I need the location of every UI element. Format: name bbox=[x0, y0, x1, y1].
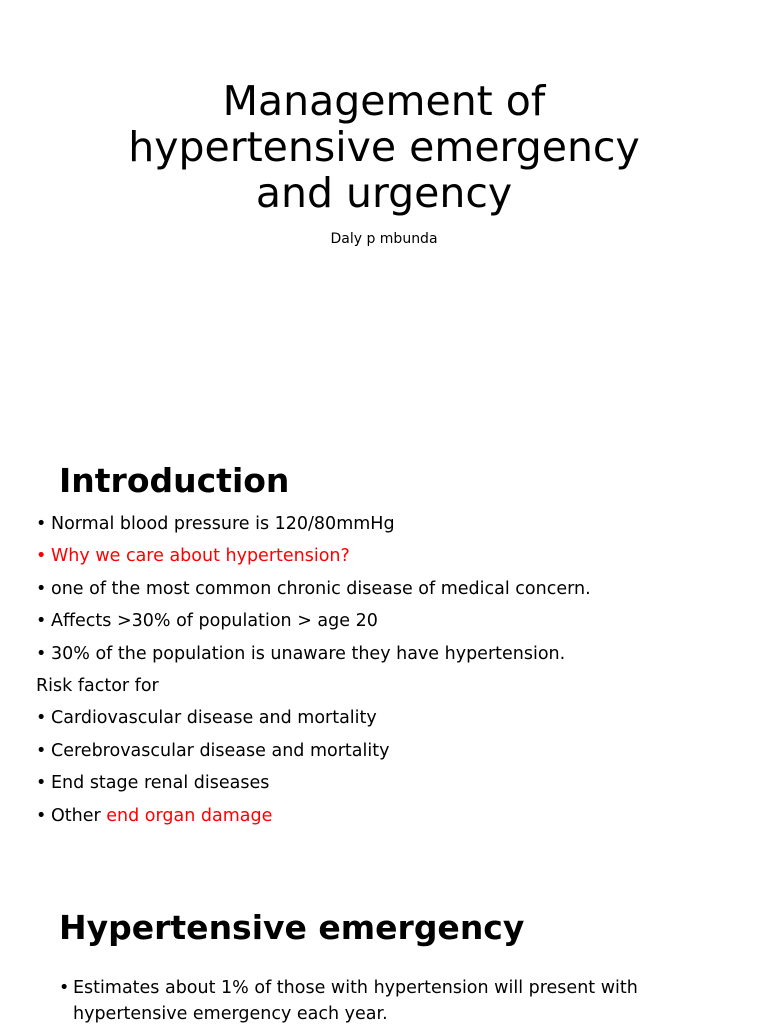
list-item-text: Affects >30% of population > age 20 bbox=[51, 611, 378, 632]
list-item-text: End stage renal diseases bbox=[51, 773, 270, 794]
title-line-1: Management of bbox=[222, 77, 546, 125]
emergency-bullet bbox=[59, 975, 638, 1027]
list-item-text: Normal blood pressure is 120/80mmHg bbox=[51, 514, 395, 534]
bullet-icon: • bbox=[36, 578, 47, 599]
bullet-icon: • bbox=[36, 773, 47, 794]
list-item-text: 30% of the population is unaware they have hypertension. bbox=[51, 643, 566, 664]
risk-factor-label bbox=[36, 674, 591, 706]
emergency-text-line-1: Estimates about 1% of those with hypertension will present with bbox=[73, 978, 638, 998]
list-item-text: Other bbox=[51, 805, 107, 826]
title-line-2: hypertensive emergency bbox=[128, 123, 640, 171]
bullet-icon: • bbox=[36, 805, 47, 826]
list-item bbox=[36, 577, 591, 609]
list-item-text: Cardiovascular disease and mortality bbox=[51, 708, 377, 729]
bullet-icon: • bbox=[36, 514, 47, 534]
list-item bbox=[36, 739, 591, 771]
list-item bbox=[36, 771, 591, 803]
list-item bbox=[36, 804, 591, 836]
bullet-icon: • bbox=[59, 978, 70, 998]
bullet-icon: • bbox=[36, 740, 47, 761]
bullet-icon: • bbox=[36, 643, 47, 664]
list-item bbox=[36, 544, 591, 576]
list-item bbox=[36, 642, 591, 674]
bullet-icon: • bbox=[36, 546, 47, 567]
highlighted-text: end organ damage bbox=[106, 805, 273, 826]
title-slide bbox=[0, 0, 768, 430]
list-item-text: Risk factor for bbox=[36, 675, 159, 696]
list-item bbox=[36, 512, 591, 544]
list-item-text: Cerebrovascular disease and mortality bbox=[51, 740, 390, 761]
presentation-title bbox=[0, 78, 768, 216]
emergency-text-line-2: hypertensive emergency each year. bbox=[73, 1004, 388, 1024]
list-item bbox=[36, 706, 591, 738]
hypertensive-emergency-heading: Hypertensive emergency bbox=[59, 908, 525, 947]
list-item-text: one of the most common chronic disease of medical concern. bbox=[51, 578, 591, 599]
list-item-text: Why we care about hypertension? bbox=[51, 546, 350, 567]
bullet-icon: • bbox=[36, 708, 47, 729]
introduction-heading: Introduction bbox=[59, 461, 290, 500]
list-item bbox=[36, 609, 591, 641]
bullet-icon: • bbox=[36, 611, 47, 632]
author-name: Daly p mbunda bbox=[330, 231, 438, 247]
introduction-bullet-list bbox=[36, 512, 591, 836]
title-line-3: and urgency bbox=[255, 169, 513, 217]
